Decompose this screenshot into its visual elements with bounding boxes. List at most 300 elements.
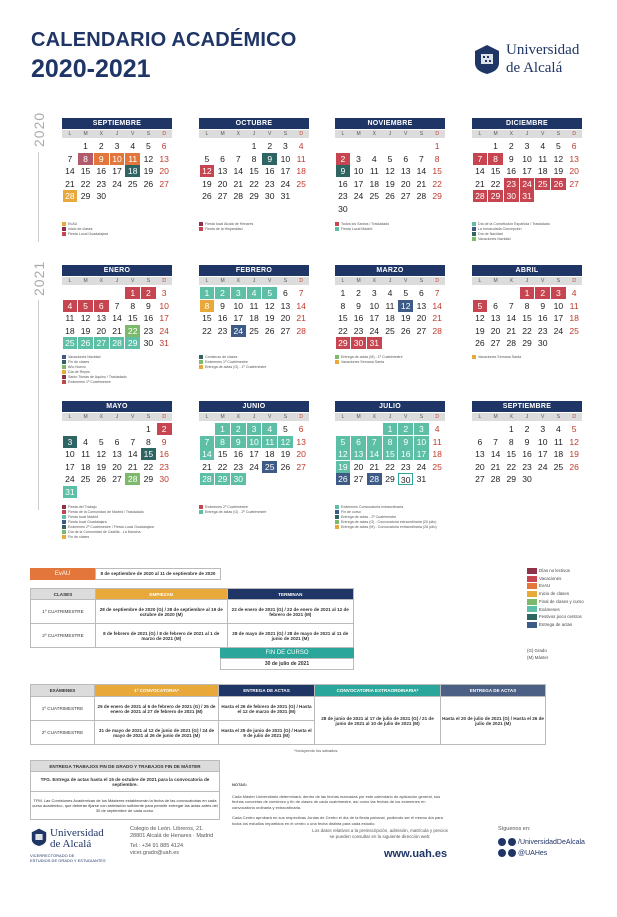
month-title: OCTUBRE [199,118,309,129]
day-cell: 24 [231,325,246,337]
day-cell: 13 [217,166,228,177]
day-cell: 11 [125,153,140,165]
weekday-label: J [252,278,256,284]
weekday-label: X [509,414,513,420]
day-cell: 23 [217,325,228,336]
day-cell: 10 [553,300,564,311]
academic-year: 2020-2021 [31,55,151,83]
weekday-label: D [435,278,439,284]
month-title: JUNIO [199,401,309,412]
legend-text: Exámenes Convocatoria extraordinaria [341,505,404,509]
classes-end: 28 de mayo de 2021 (G) / 28 de mayo de 2021 al 11 de junio de 2021 (M) [227,624,353,648]
day-cell: 13 [416,300,427,311]
day-cell: 19 [385,178,395,189]
day-cell: 21 [202,461,212,472]
tfg-text: TFG. Entrega de actas hasta el 15 de octubre de 2021 para la convocatoria de septiembre. [31,772,220,792]
day-cell: 12 [80,313,91,324]
tfm-text: TFM. Las Comisiones Académicas de los Másteres establecerán la fecha de las convocatorias en cada curso académico, que deberán fijarse con antelación suficiente para permitir entregar las actas antes del 30 de septiembre de cada curso. [31,792,220,820]
month-title: SEPTIEMBRE [62,118,172,129]
first-call: 31 de mayo de 2021 al 12 de junio de 2021 (G) / 24 de mayo de 2021 al 26 de junio de 2021 (M) [95,721,219,745]
empty-cell [488,287,504,300]
legend-swatch [62,515,66,519]
day-cell: 10 [233,300,244,311]
day-cell: 17 [249,449,259,460]
day-cell: 26 [78,337,93,349]
day-cell: 26 [143,178,154,189]
day-cell: 7 [493,436,498,447]
day-cell: 13 [280,300,291,311]
weekday-label: S [419,278,424,284]
legend-text: Exámenes 2º Cuatrimestre [205,505,248,509]
day-cell: 15 [490,166,501,177]
day-cell: 22 [432,178,442,189]
day-cell: 19 [336,461,351,473]
day-cell: 22 [217,461,228,472]
day-cell: 17 [353,178,364,189]
weekday-label: S [556,278,561,284]
day-grid [62,287,172,350]
day-cell: 4 [540,141,546,151]
logo-text-line1: Universidad [506,42,580,58]
day-cell: 13 [569,153,579,164]
day-cell: 1 [146,424,151,434]
day-cell: 16 [159,449,169,460]
weekday-label: V [541,278,545,284]
day-cell: 26 [475,338,485,349]
day-cell: 1 [200,287,215,299]
day-cell: 14 [506,313,517,324]
day-cell: 30 [338,203,348,214]
day-cell: 18 [80,461,91,472]
weekday-header [199,130,309,138]
month-legend [472,222,612,242]
day-cell: 22 [522,325,532,336]
day-cell: 20 [159,166,169,177]
day-cell: 13 [159,153,169,164]
weekday-label: J [525,278,529,284]
day-cell: 1 [340,288,346,298]
weekday-label: D [162,414,166,420]
vicerrectorado [30,853,106,863]
day-cell: 13 [400,166,411,177]
weekday-label: M [356,131,361,137]
exams-table [30,684,546,745]
day-cell: 31 [520,190,535,202]
day-cell: 24 [112,178,122,189]
day-cell: 6 [419,288,424,298]
day-cell: 4 [387,288,393,298]
day-cell: 6 [220,153,225,164]
legend-swatch [335,355,339,359]
day-cell: 25 [553,461,564,472]
empty-cell [366,140,382,153]
day-cell: 16 [233,449,244,460]
address-line2: 28801 Alcalá de Henares · Madrid [130,833,214,839]
day-cell: 24 [369,325,380,336]
university-logo[interactable] [472,40,592,80]
email-link[interactable]: vicer.grado@uah.es [130,850,180,856]
notes [232,782,448,827]
weekday-label: L [478,278,482,284]
day-cell: 26 [280,461,291,472]
empty-cell [351,140,367,153]
day-cell: 21 [369,461,380,472]
legend-swatch [527,614,537,620]
day-cell: 25 [249,325,259,336]
month-septiembre-2021 [472,401,582,486]
month-septiembre-2020 [62,118,172,203]
legend-swatch [335,222,339,226]
day-cell: 5 [473,300,488,312]
weekday-label: J [115,131,119,137]
day-cell: 29 [336,337,351,349]
first-call-header: 1ª CONVOCATORIA* [95,685,219,697]
legend-text: Entrega de actas (G) - 1º Cuatrimestre [205,365,267,369]
university-crest-icon [30,827,48,847]
legend-swatch [62,530,66,534]
weekday-header [472,413,582,421]
day-cell: 15 [383,448,398,460]
day-cell: 6 [571,141,577,151]
grade-note-m: (M) Máster [527,655,549,660]
weekday-label: X [99,131,103,137]
day-cell: 24 [280,178,291,189]
day-cell: 20 [569,166,579,177]
weekday-label: D [162,278,166,284]
legend-text: Santo Tomás de Aquino / Trasladado [68,375,127,379]
legend-text: Comienzo de clases [205,355,238,359]
footer [0,822,617,917]
legend-swatch [335,360,339,364]
day-cell: 14 [432,300,442,311]
day-cell: 9 [146,300,151,311]
day-cell: 26 [385,191,395,202]
empty-cell [382,140,398,153]
day-cell: 27 [112,474,122,485]
weekday-label: D [572,414,576,420]
day-cell: 8 [215,436,230,448]
day-cell: 10 [414,436,429,448]
day-cell: 28 [233,191,244,202]
legend-swatch [199,222,203,226]
day-cell: 2 [535,287,550,299]
legend-item [62,380,202,385]
day-cell: 15 [217,449,228,460]
day-cell: 19 [400,313,411,324]
weekday-label: J [252,414,256,420]
weekday-label: V [131,278,135,284]
weekday-label: M [83,414,88,420]
day-cell: 14 [490,449,501,460]
day-cell: 23 [504,178,519,190]
day-cell: 7 [200,436,215,448]
weekday-label: V [404,131,408,137]
day-cell: 17 [522,166,532,177]
weekday-label: S [146,131,151,137]
legend-text: Entrega de actas (G) - 2º Cuatrimestre [205,510,267,514]
day-cell: 21 [416,178,427,189]
day-cell: 9 [336,165,351,177]
legend-swatch [335,515,339,519]
weekday-label: D [435,414,439,420]
weekday-label: M [220,131,225,137]
weekday-label: L [205,414,209,420]
day-cell: 3 [114,141,120,151]
empty-cell [335,423,351,436]
day-cell: 2 [524,424,530,434]
legend-swatch [472,227,476,231]
day-cell: 5 [204,153,210,164]
legend-swatch [199,365,203,369]
day-cell: 26 [551,178,566,190]
grade-note-g: (G) Grado [527,648,547,653]
day-cell: 15 [202,313,212,324]
legend-item [199,227,339,232]
day-cell: 5 [98,436,104,447]
day-cell: 16 [338,178,348,189]
day-cell: 2 [356,288,361,298]
legend-text: Día de la Constitución Española / Trasladado [478,222,550,226]
legend-text: Vacaciones Semana Santa [478,355,522,359]
day-grid [62,140,172,203]
day-cell: 16 [398,448,413,460]
day-cell: 28 [63,190,78,202]
day-cell: 24 [249,461,259,472]
day-cell: 14 [416,166,427,177]
day-cell: 23 [159,461,169,472]
day-cell: 7 [67,153,73,164]
empty-cell [62,140,78,153]
weekday-label: X [236,278,240,284]
day-cell: 25 [296,178,306,189]
day-cell: 16 [353,313,364,324]
legend-text: Exámenes 1º Cuatrimestre [68,380,111,384]
day-cell: 13 [490,313,501,324]
legend-text: Entrega de actas - 2º Cuatrimestre [341,515,397,519]
day-cell: 31 [159,338,169,349]
day-cell: 19 [280,449,291,460]
facebook-link[interactable] [498,838,585,846]
day-cell: 20 [475,461,485,472]
day-cell: 5 [78,300,93,312]
website-link[interactable]: www.uah.es [384,848,448,860]
day-cell: 11 [262,436,277,448]
day-cell: 10 [65,449,75,460]
day-cell: 4 [83,436,88,447]
legend-swatch [62,360,66,364]
day-cell: 3 [161,288,167,298]
day-cell: 4 [247,287,262,299]
day-cell: 3 [356,153,361,164]
weekday-label: L [68,131,72,137]
day-cell: 31 [367,337,382,349]
legend-text: Inicio de clases [68,227,93,231]
month-noviembre-2020 [335,118,445,216]
empty-cell [109,287,125,300]
day-cell: 8 [251,153,257,164]
day-cell: 22 [249,178,259,189]
weekday-label: V [404,278,408,284]
legend-swatch [199,355,203,359]
day-cell: 7 [235,153,241,164]
day-cell: 1 [125,287,140,299]
tfg-header: ENTREGA TRABAJOS FIN DE GRADO Y TRABAJOS FIN DE MÁSTER [31,761,220,772]
weekday-label: D [572,278,576,284]
legend-text: Día de la Comunidad de Castilla - La Mancha [68,530,141,534]
day-cell: 11 [553,436,563,447]
weekday-label: J [115,414,119,420]
legend-text: Fiesta de la Comunidad de Madrid / Trasladado [68,510,144,514]
legend-swatch [62,365,66,369]
day-cell: 27 [280,325,291,336]
day-cell: 11 [65,313,75,324]
day-cell: 13 [296,436,306,447]
legend-text: Día de Navidad [478,232,503,236]
empty-cell [109,423,125,436]
day-grid [199,423,309,486]
day-cell: 8 [524,300,530,311]
weekday-label: M [220,278,225,284]
day-cell: 16 [537,313,548,324]
weekday-header [472,277,582,285]
legend-item [472,237,612,242]
day-cell: 12 [385,166,395,177]
weekday-label: L [68,278,72,284]
day-cell: 18 [432,449,442,460]
day-cell: 15 [338,313,348,324]
legend-text: Fin de clases [68,360,90,364]
day-cell: 30 [231,473,246,485]
weekday-header [335,130,445,138]
legend-text: Fin de clases [68,535,90,539]
evau-dates: 8 de septiembre de 2020 al 11 de septiembre de 2020 [95,568,221,580]
minutes-deadline: Hasta el 25 de junio de 2021 (G) / Hasta el 9 de julio de 2021 (M) [219,721,315,745]
day-cell: 20 [353,461,364,472]
day-cell: 30 [264,191,275,202]
day-cell: 23 [233,461,244,472]
day-grid [472,287,582,350]
day-cell: 22 [143,461,154,472]
day-cell: 21 [296,313,306,324]
year-label-2021: 2021 [31,260,47,296]
legend-text: Entrega de actas (G) - Convocatoria extraordinaria (20 julio) [341,520,437,524]
day-cell: 11 [538,153,548,164]
day-cell: 6 [493,300,498,311]
day-cell: 7 [130,436,136,447]
day-cell: 16 [264,166,275,177]
legend-swatch [62,380,66,384]
day-cell: 12 [143,153,154,164]
day-cell: 5 [283,424,288,434]
day-cell: 18 [537,166,548,177]
legend-text: Vacaciones Semana Santa [341,360,385,364]
day-cell: 12 [336,448,351,460]
day-cell: 27 [416,325,427,336]
weekday-label: M [356,414,361,420]
empty-cell [351,423,367,436]
grade-note [527,647,548,661]
footer-logo-line1: Universidad [50,827,104,839]
day-cell: 23 [353,325,364,336]
weekday-label: V [268,278,272,284]
weekday-label: M [220,414,225,420]
month-legend [335,222,475,232]
day-cell: 4 [556,424,561,434]
day-cell: 9 [231,436,246,448]
legend-item [527,606,607,614]
day-cell: 2 [98,141,104,151]
footer-logo-line2: de Alcalá [50,838,92,850]
day-cell: 25 [262,461,277,473]
university-crest-icon [472,43,502,75]
weekday-label: M [83,278,88,284]
twitter-link[interactable] [498,849,547,857]
month-title: MAYO [62,401,172,412]
notes-p1: Cada Máster Universitario determinará, dentro de las fechas marcadas por este calendario de aplicación general, sus fechas concretas de comienzo y fin de clases de cada cuatrimestre, así como las fechas de los exámenes en convocatoria ordinaria y extraordinaria. [232,793,441,810]
month-marzo-2021 [335,265,445,350]
day-cell: 12 [398,300,413,312]
day-cell: 10 [110,153,125,165]
legend-text: Entrega de actas (M) - 1º Cuatrimestre [341,355,403,359]
day-cell: 14 [233,166,244,177]
empty-cell [78,423,94,436]
day-cell: 20 [217,178,228,189]
weekday-label: S [283,414,288,420]
empty-cell [199,140,215,153]
day-cell: 5 [262,287,277,299]
weekday-header [335,277,445,285]
tfg-table [30,760,220,820]
day-cell: 8 [488,153,503,165]
day-cell: 5 [556,141,561,151]
day-cell: 26 [336,473,351,485]
legend-item [527,598,607,606]
weekday-label: J [388,278,392,284]
day-cell: 15 [249,166,259,177]
legend-swatch [335,525,339,529]
weekday-label: X [509,278,513,284]
empty-cell [62,423,78,436]
day-cell: 5 [571,424,577,434]
day-cell: 14 [367,448,382,460]
day-cell: 15 [432,166,442,177]
weekday-label: L [341,278,345,284]
extra-minutes: Hasta el 20 de julio de 2021 (G) / Hasta el 26 de julio de 2021 (M) [441,697,546,745]
empty-cell [93,287,109,300]
day-cell: 30 [159,474,169,485]
day-cell: 25 [569,325,579,336]
legend-text: Año Nuevo [68,365,86,369]
day-cell: 6 [114,436,120,447]
day-cell: 11 [569,300,579,311]
weekday-label: J [252,131,256,137]
month-mayo-2021 [62,401,172,499]
day-cell: 18 [65,325,75,336]
day-cell: 28 [200,473,215,485]
weekday-label: S [283,278,288,284]
day-cell: 18 [125,165,140,177]
legend-text: Fiesta del Trabajo [68,505,97,509]
exams-header: EXÁMENES [31,685,95,697]
legend-item [199,510,339,515]
day-cell: 2 [398,423,413,435]
legend-swatch [527,622,537,628]
empty-cell [472,423,488,436]
legend-text: EvAU [539,583,551,589]
weekday-label: L [341,131,345,137]
legend-swatch [335,520,339,524]
day-cell: 21 [65,178,75,189]
